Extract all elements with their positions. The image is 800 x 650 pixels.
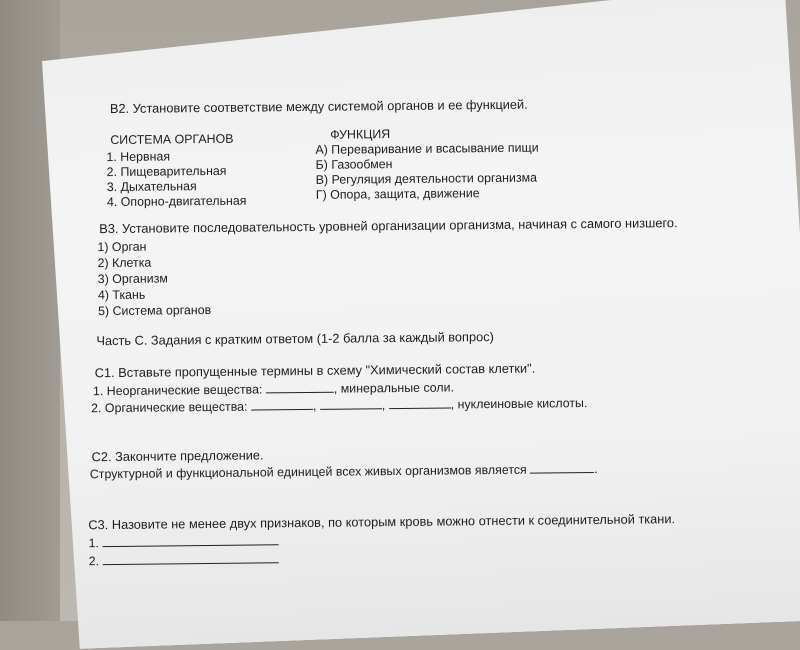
- c1-line2-prefix: 2. Органические вещества:: [91, 399, 248, 416]
- b2-system-2: 2. Пищеварительная: [106, 163, 227, 180]
- c3-question: С3. Назовите не менее двух признаков, по которым кровь можно отнести к соединительной ткани.: [88, 511, 676, 533]
- b2-system-1: 1. Нервная: [106, 149, 171, 165]
- b2-function-b: Б) Газообмен: [315, 157, 393, 172]
- c1-blank-inorganic[interactable]: [266, 381, 334, 394]
- c3-number-1: 1.: [88, 536, 99, 551]
- b3-question: В3. Установите последовательность уровней организации организма, начиная с самого низшего.: [99, 215, 678, 237]
- c2-blank[interactable]: [530, 461, 594, 474]
- b2-right-header: ФУНКЦИЯ: [330, 127, 391, 142]
- c1-line2-sep-2: ,: [381, 398, 386, 413]
- part-c-title: Часть С. Задания с кратким ответом (1-2 балла за каждый вопрос): [96, 329, 494, 349]
- b3-item-3: 3) Организм: [97, 271, 168, 287]
- c1-line2-suffix: , нуклеиновые кислоты.: [450, 396, 588, 412]
- c3-answer-1: [88, 533, 278, 551]
- b2-function-c: В) Регуляция деятельности организма: [315, 170, 538, 187]
- c1-blank-organic-2[interactable]: [320, 397, 382, 410]
- c3-blank-2[interactable]: [102, 551, 278, 565]
- b3-item-4: 4) Ткань: [97, 287, 146, 303]
- c2-sentence: Структурной и функциональной единицей всех живых организмов является: [89, 462, 527, 482]
- b3-item-2: 2) Клетка: [97, 255, 152, 271]
- c1-blank-organic-1[interactable]: [251, 398, 313, 411]
- c3-answer-2: [89, 551, 279, 569]
- c2-line: [90, 461, 598, 482]
- c1-line2-sep-1: ,: [312, 398, 317, 413]
- b2-function-d: Г) Опора, защита, движение: [315, 186, 480, 202]
- b3-item-1: 1) Орган: [97, 239, 147, 255]
- b2-system-3: 3. Дыхательная: [106, 179, 197, 195]
- c2-question: С2. Закончите предложение.: [91, 447, 264, 465]
- c3-blank-1[interactable]: [102, 533, 278, 547]
- b2-function-a: А) Переваривание и всасывание пищи: [315, 140, 539, 157]
- c1-blank-organic-3[interactable]: [389, 396, 451, 409]
- b2-question: В2. Установите соответствие между системой органов и ее функцией.: [109, 96, 528, 117]
- c3-number-2: 2.: [88, 554, 100, 569]
- b3-item-5: 5) Система органов: [98, 302, 212, 319]
- b2-system-4: 4. Опорно-двигательная: [106, 193, 247, 210]
- c1-question: С1. Вставьте пропущенные термины в схему "Химический состав клетки".: [94, 360, 536, 381]
- c1-line1-prefix: 1. Неорганические вещества:: [92, 382, 263, 399]
- c2-end: .: [594, 461, 598, 476]
- c1-line1-suffix: , минеральные соли.: [333, 380, 455, 396]
- b2-left-header: СИСТЕМА ОРГАНОВ: [110, 131, 234, 148]
